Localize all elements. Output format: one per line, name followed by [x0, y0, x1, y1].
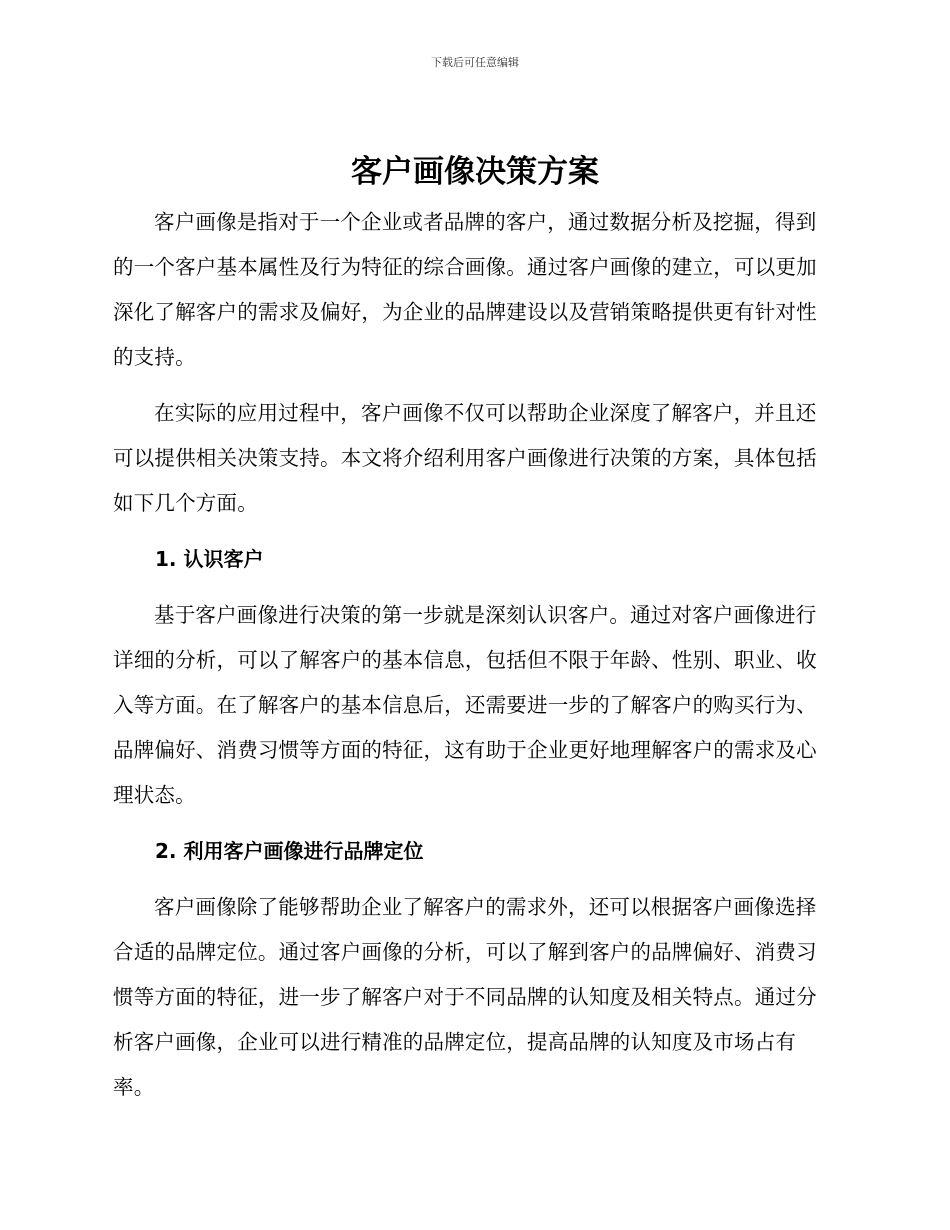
header-note: 下载后可任意编辑 [431, 56, 519, 69]
section-2-paragraph: 客户画像除了能够帮助企业了解客户的需求外，还可以根据客户画像选择合适的品牌定位。通过客户画像的分析，可以了解到客户的品牌偏好、消费习惯等方面的特征，进一步了解客户对于不同品牌的认知度及相关特点。通过分析客户画像，企业可以进行精准的品牌定位，提高品牌的认知度及市场占有率。 [113, 895, 817, 1099]
document-body [113, 200, 835, 1121]
intro-paragraph-1: 客户画像是指对于一个企业或者品牌的客户，通过数据分析及挖掘，得到的一个客户基本属性及行为特征的综合画像。通过客户画像的建立，可以更加深化了解客户的需求及偏好，为企业的品牌建设以及营销策略提供更有针对性的支持。 [113, 210, 817, 369]
document-title: 客户画像决策方案 [351, 154, 599, 190]
intro-paragraph-2: 在实际的应用过程中，客户画像不仅可以帮助企业深度了解客户，并且还可以提供相关决策支持。本文将介绍利用客户画像进行决策的方案，具体包括如下几个方面。 [113, 401, 817, 515]
section-2-heading: 2. 利用客户画像进行品牌定位 [155, 839, 424, 863]
section-1-paragraph: 基于客户画像进行决策的第一步就是深刻认识客户。通过对客户画像进行详细的分析，可以了解客户的基本信息，包括但不限于年龄、性别、职业、收入等方面。在了解客户的基本信息后，还需要进一步的了解客户的购买行为、品牌偏好、消费习惯等方面的特征，这有助于企业更好地理解客户的需求及心理状态。 [113, 603, 817, 807]
section-1-heading: 1. 认识客户 [155, 547, 264, 571]
